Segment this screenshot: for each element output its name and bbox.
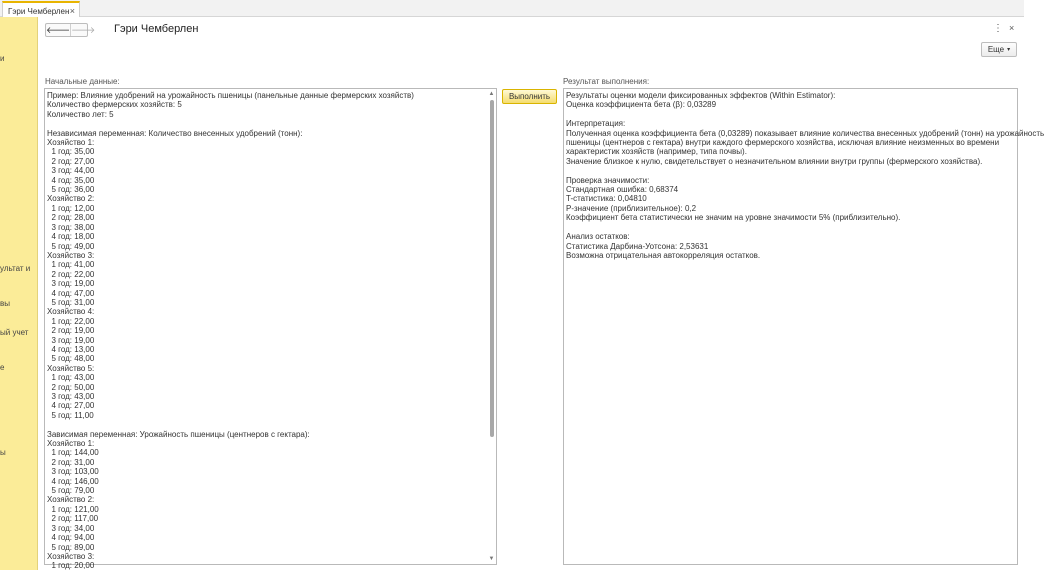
- more-vertical-icon[interactable]: ⋮: [993, 23, 1003, 34]
- sidebar-item-3[interactable]: вы: [0, 299, 10, 308]
- sidebar-item-4[interactable]: ый учет: [0, 328, 29, 337]
- forward-arrow-icon[interactable]: 🡒: [71, 24, 96, 35]
- tab-garry-chamberlain[interactable]: [2, 1, 80, 17]
- back-arrow-icon[interactable]: 🡐: [46, 24, 71, 35]
- tab-bar: [0, 0, 1024, 17]
- more-button-label: Еще: [987, 45, 1005, 54]
- output-text: Результаты оценки модели фиксированных эффектов (Within Estimator): Оценка коэффициента бета (β): 0,03289 Интерпретация: Полученная оценка коэффициента бета (0,03289) показывает влияние количества внесенных удобрений (тонн) на урожайность пшеницы (центнеров с гектара) внутри каждого фермерского хозяйства, исключая влияние неизменных во времени характеристик хозяйств (например, типа почвы). Значение близкое к нулю, свидетельствует о незначительном влиянии внутри группы (фермерского хозяйства). Проверка значимости: Стандартная ошибка: 0,68374 T-статистика: 0,04810 P-значение (приблизительное): 0,2 Коэффициент бета статистически не значим на уровне значимости 5% (приблизительно). Анализ остатков: Статистика Дарбина-Уотсона: 2,53631 Возможна отрицательная автокорреляция остатков.: [566, 91, 1044, 260]
- sidebar-item-6[interactable]: ы: [0, 448, 6, 457]
- page-title: Гэри Чемберлен: [114, 23, 199, 35]
- input-scrollbar[interactable]: [487, 89, 496, 564]
- execute-button[interactable]: Выполнить: [502, 89, 557, 104]
- close-icon[interactable]: ×: [1009, 23, 1015, 33]
- sidebar: [0, 17, 38, 570]
- sidebar-item-1[interactable]: и: [0, 54, 5, 63]
- sidebar-item-2[interactable]: ультат и: [0, 264, 31, 273]
- input-textarea[interactable]: [44, 88, 497, 571]
- sidebar-item-5[interactable]: е: [0, 363, 5, 372]
- tab-close-icon[interactable]: ×: [69, 6, 75, 16]
- scrollbar-thumb[interactable]: [490, 100, 494, 437]
- tab-label: Гэри Чемберлен: [8, 6, 70, 16]
- scroll-down-icon[interactable]: ▼: [488, 556, 495, 562]
- more-button[interactable]: [981, 42, 1017, 57]
- output-label: Результат выполнения:: [563, 77, 650, 86]
- input-text: Пример: Влияние удобрений на урожайность пшеницы (панельные данные фермерских хозяйств) Количество фермерских хозяйств: 5 Количество лет: 5 Независимая переменная: Количество внесенных удобрений (тонн): Хозяйство 1: 1 год: 35,00 2 год: 27,00 3 год: 44,00 4 год: 35,00 5 год: 36,00 Хозяйство 2: 1 год: 12,00 2 год: 28,00 3 год: 38,00 4 год: 18,00 5 год: 49,00 Хозяйство 3: 1 год: 41,00 2 год: 22,00 3 год: 19,00 4 год: 47,00 5 год: 31,00 Хозяйство 4: 1 год: 22,00 2 год: 19,00 3 год: 19,00 4 год: 13,00 5 год: 48,00 Хозяйство 5: 1 год: 43,00 2 год: 50,00 3 год: 43,00 4 год: 27,00 5 год: 11,00 Зависимая переменная: Урожайность пшеницы (центнеров с гектара): Хозяйство 1: 1 год: 144,00 2 год: 31,00 3 год: 103,00 4 год: 146,00 5 год: 79,00 Хозяйство 2: 1 год: 121,00 2 год: 117,00 3 год: 34,00 4 год: 94,00 5 год: 89,00 Хозяйство 3: 1 год: 20,00: [47, 91, 414, 571]
- input-label: Начальные данные:: [45, 77, 120, 86]
- chevron-down-icon: ▾: [1007, 47, 1011, 53]
- history-nav: [45, 23, 96, 37]
- scroll-up-icon[interactable]: ▲: [488, 91, 495, 97]
- output-textarea[interactable]: [563, 88, 1044, 565]
